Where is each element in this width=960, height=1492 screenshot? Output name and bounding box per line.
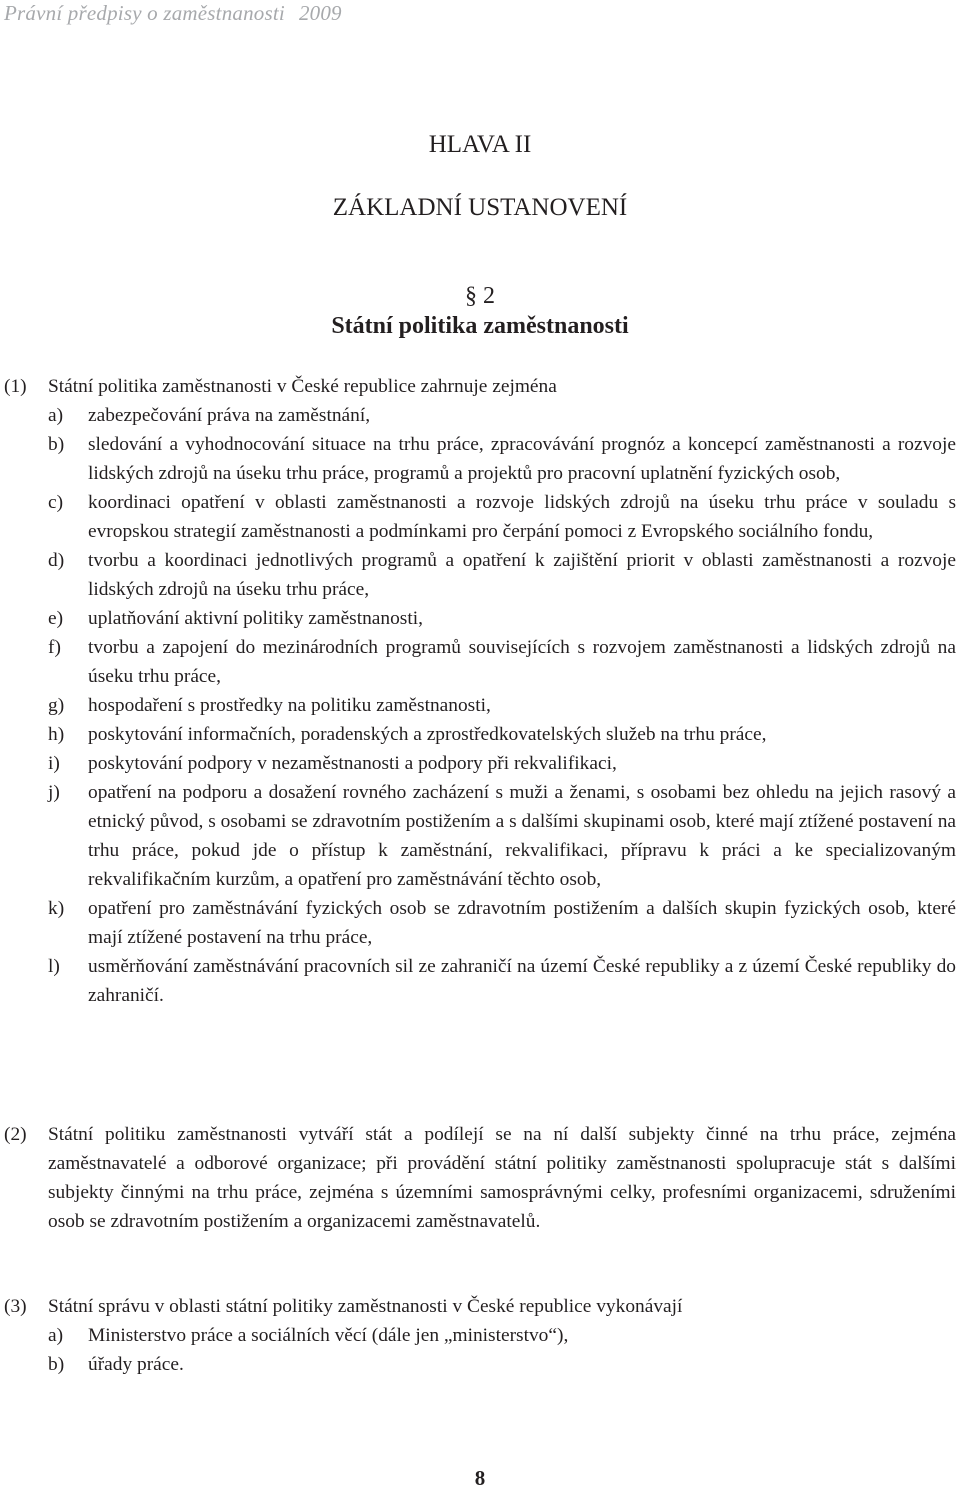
publication-title: Právní předpisy o zaměstnanosti bbox=[4, 1, 285, 25]
paragraph-3 bbox=[4, 1292, 956, 1379]
list-item bbox=[48, 894, 956, 952]
paragraph-text: Státní politiku zaměstnanosti vytváří stát a podílejí se na ní další subjekty činné na trhu práce, zejména zaměstnavatelé a odborové organizace; při provádění státní politiky zaměstnanosti spolupracuje stát s dalšími subjekty činnými na trhu práce, zejména s územními samosprávnými celky, profesními organizacemi, sdruženími osob se zdravotním postižením a organizacemi zaměstnavatelů. bbox=[48, 1124, 956, 1232]
list-item bbox=[48, 401, 956, 430]
list-item bbox=[48, 633, 956, 691]
page-number: 8 bbox=[474, 1466, 486, 1490]
item-text: opatření pro zaměstnávání fyzických osob se zdravotním postižením a dalších skupin fyzických osob, které mají ztížené postavení na trhu práce, bbox=[88, 898, 956, 948]
item-text: koordinaci opatření v oblasti zaměstnanosti a rozvoje lidských zdrojů na úseku trhu práce v souladu s evropskou strategií zaměstnanosti a podmínkami pro čerpání pomoci z Evropského sociálního fondu, bbox=[88, 492, 956, 542]
paragraph-number: (1) bbox=[4, 376, 27, 397]
item-text: úřady práce. bbox=[88, 1354, 184, 1375]
item-list bbox=[4, 1321, 956, 1379]
item-text: usměrňování zaměstnávání pracovních sil ze zahraničí na území České republiky a z území České republiky do zahraničí. bbox=[88, 956, 956, 1006]
item-letter: c) bbox=[48, 492, 64, 513]
list-item bbox=[48, 749, 956, 778]
item-text: zabezpečování práva na zaměstnání, bbox=[88, 405, 371, 426]
list-item bbox=[48, 691, 956, 720]
list-item bbox=[48, 720, 956, 749]
list-item bbox=[48, 1321, 956, 1350]
item-letter: g) bbox=[48, 695, 65, 716]
section-title: Státní politika zaměstnanosti bbox=[331, 313, 629, 339]
item-letter: j) bbox=[48, 782, 60, 803]
item-text: hospodaření s prostředky na politiku zaměstnanosti, bbox=[88, 695, 491, 716]
item-text: poskytování informačních, poradenských a zprostředkovatelských služeb na trhu práce, bbox=[88, 724, 767, 745]
item-letter: d) bbox=[48, 550, 65, 571]
item-letter: i) bbox=[48, 753, 60, 774]
paragraph-2 bbox=[4, 1120, 956, 1236]
list-item bbox=[48, 488, 956, 546]
item-text: opatření na podporu a dosažení rovného zacházení s muži a ženami, s osobami bez ohledu na jejich rasový a etnický původ, s osobami se zdravotním postižením a s dalšími skupinami osob, které mají ztížené postavení na trhu práce, pokud jde o přístup k zaměstnání, rekvalifikaci, přípravu k práci a ke specializovaným rekvalifikačním kurzům, a opatření pro zaměstnávání těchto osob, bbox=[88, 782, 956, 890]
running-header bbox=[4, 1, 342, 26]
item-text: tvorbu a koordinaci jednotlivých programů a opatření k zajištění priorit v oblasti zaměstnanosti a rozvoje lidských zdrojů na úseku trhu práce, bbox=[88, 550, 956, 600]
item-letter: h) bbox=[48, 724, 65, 745]
item-text: tvorbu a zapojení do mezinárodních programů souvisejících s rozvojem zaměstnanosti a lidských zdrojů na úseku trhu práce, bbox=[88, 637, 956, 687]
paragraph-text: Státní správu v oblasti státní politiky zaměstnanosti v České republice vykonávají bbox=[48, 1296, 683, 1317]
item-list bbox=[4, 401, 956, 1010]
section-number: § 2 bbox=[465, 283, 495, 309]
list-item bbox=[48, 1350, 956, 1379]
list-item bbox=[48, 952, 956, 1010]
publication-year: 2009 bbox=[298, 1, 342, 25]
item-letter: k) bbox=[48, 898, 65, 919]
list-item bbox=[48, 546, 956, 604]
item-letter: a) bbox=[48, 1325, 64, 1346]
item-letter: e) bbox=[48, 608, 64, 629]
item-letter: a) bbox=[48, 405, 64, 426]
item-text: uplatňování aktivní politiky zaměstnanosti, bbox=[88, 608, 423, 629]
paragraph-text: Státní politika zaměstnanosti v České republice zahrnuje zejména bbox=[48, 376, 557, 397]
paragraph-number: (3) bbox=[4, 1296, 27, 1317]
chapter-number: HLAVA II bbox=[428, 131, 532, 158]
item-letter: l) bbox=[48, 956, 60, 977]
item-text: poskytování podpory v nezaměstnanosti a podpory při rekvalifikaci, bbox=[88, 753, 617, 774]
list-item bbox=[48, 430, 956, 488]
list-item bbox=[48, 604, 956, 633]
item-letter: b) bbox=[48, 1354, 65, 1375]
list-item bbox=[48, 778, 956, 894]
item-text: Ministerstvo práce a sociálních věcí (dále jen „ministerstvo“), bbox=[88, 1325, 569, 1346]
paragraph-1 bbox=[4, 372, 956, 1010]
item-letter: b) bbox=[48, 434, 65, 455]
paragraph-number: (2) bbox=[4, 1124, 27, 1145]
chapter-title: ZÁKLADNÍ USTANOVENÍ bbox=[332, 194, 628, 221]
item-letter: f) bbox=[48, 637, 61, 658]
item-text: sledování a vyhodnocování situace na trhu práce, zpracovávání prognóz a koncepcí zaměstnanosti a rozvoje lidských zdrojů na úseku trhu práce, programů a projektů pro pracovní uplatnění fyzických osob, bbox=[88, 434, 956, 484]
